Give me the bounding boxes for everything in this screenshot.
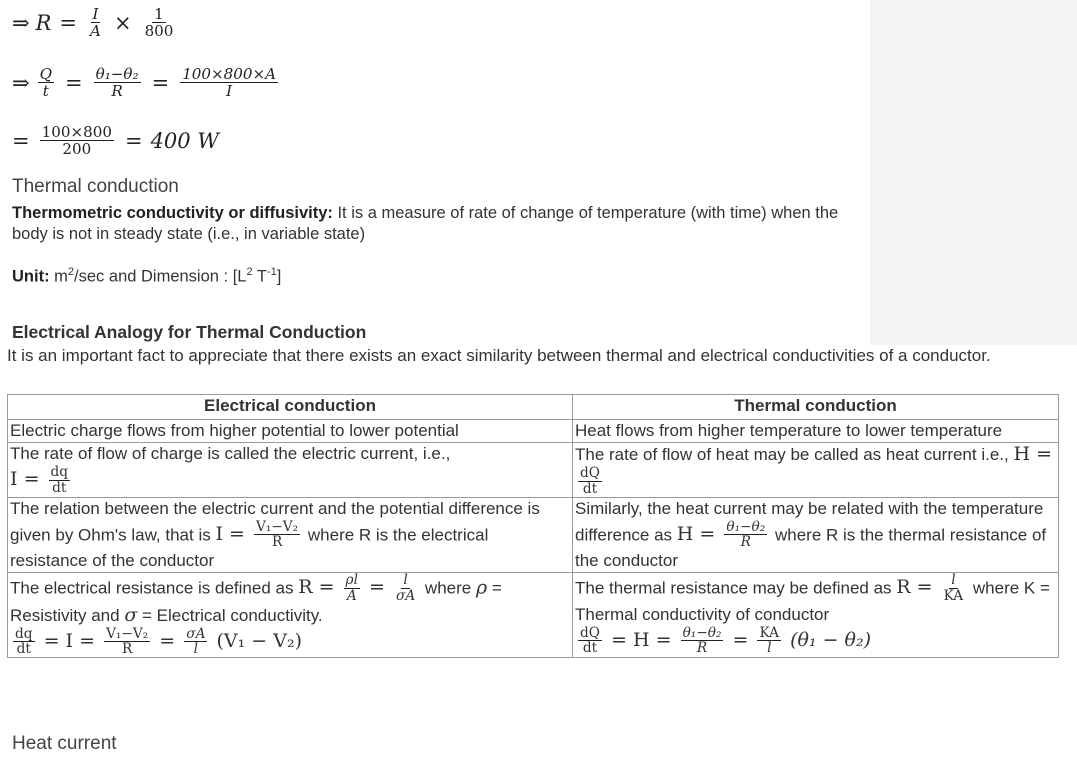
unit-line	[12, 262, 281, 288]
formula: R = $\frac{l}{KA}$	[896, 572, 964, 604]
cell-text: where	[420, 578, 476, 598]
fraction: $\frac{100\times 800}{200}$	[41, 123, 112, 159]
diffusivity-text: It is a measure of rate of change of temperature (with time) when the body is not in steady state (i.e., in variable state)	[12, 204, 839, 243]
result-value: 400 W	[150, 128, 219, 153]
table-cell	[8, 497, 573, 573]
eq-equals: =	[65, 70, 83, 95]
table-row	[8, 573, 1059, 658]
diffusivity-paragraph	[12, 203, 872, 245]
table-row	[8, 443, 1059, 498]
table-cell	[573, 443, 1059, 498]
header-thermal: Thermal conduction	[573, 395, 1059, 420]
fraction: $\frac{I}{A}$	[90, 5, 101, 41]
cell-text: The electrical resistance is defined as	[10, 578, 294, 598]
unit-text: ]	[276, 267, 282, 286]
formula: $\frac{dQ}{dt}$ = H = $\frac{\text{θ₁−θ₂}}{R}$ = $\frac{KA}{l}$ (θ₁ − θ₂)	[580, 624, 872, 657]
cell-text: The rate of flow of charge is called the electric current, i.e.,	[10, 444, 451, 463]
cell-text: where R is the electrical resistance of the conductor	[10, 524, 489, 571]
eq-equals: =	[59, 10, 78, 35]
unit-label: Unit:	[12, 267, 50, 286]
table-header-row	[8, 395, 1059, 420]
cell-text: = Electrical conductivity.	[137, 605, 323, 625]
formula: H = $\frac{\text{θ₁−θ₂}}{R}$	[676, 518, 766, 551]
table-cell	[8, 573, 573, 658]
table-cell: Heat flows from higher temperature to lower temperature	[573, 420, 1059, 443]
diffusivity-term: Thermometric conductivity or diffusivity:	[12, 204, 333, 222]
cell-text: The relation between the electric current and the potential difference is given by Ohm's law, that is	[10, 498, 540, 544]
cell-text: Similarly, the heat current may be related with the temperature difference as	[575, 498, 1044, 544]
fraction: $\frac{100\times 800\times A}{I}$	[182, 65, 277, 101]
times-symbol: ×	[113, 10, 132, 35]
superscript: 2	[246, 266, 253, 278]
eq-equals: =	[124, 128, 143, 153]
analogy-table	[7, 394, 1059, 658]
analogy-heading: Electrical Analogy for Thermal Conduction	[12, 322, 367, 342]
cell-text: where R is the thermal resistance of the conductor	[575, 524, 1047, 571]
header-electrical: Electrical conduction	[8, 395, 573, 420]
table-row	[8, 420, 1059, 443]
intro-paragraph: It is an important fact to appreciate that there exists an exact similarity between thermal and electrical conductivities of a conductor.	[7, 346, 991, 365]
eq-equals: =	[151, 70, 170, 95]
superscript: -1	[266, 266, 277, 278]
equation-resistance	[12, 6, 178, 40]
table-cell: Electric charge flows from higher potential to lower potential	[8, 420, 573, 443]
table-cell	[8, 443, 573, 498]
section-heading-heat-current: Heat current	[12, 733, 117, 754]
formula: I = $\frac{dq}{dt}$	[10, 464, 69, 496]
equation-result	[12, 124, 219, 158]
table-cell	[573, 573, 1059, 658]
unit-text: T	[252, 267, 267, 286]
equation-heat-rate	[12, 66, 281, 100]
formula: H = $\frac{dQ}{dt}$	[580, 443, 1053, 497]
side-gutter	[870, 0, 1077, 345]
unit-text: m	[49, 267, 68, 286]
implies-symbol: ⇒	[12, 10, 30, 35]
fraction: $\frac{Q}{t}$	[39, 65, 52, 101]
formula: I = $\frac{\text{V₁−V₂}}{R}$	[215, 518, 299, 551]
cell-text: The thermal resistance may be defined as	[575, 578, 892, 598]
table-row	[8, 497, 1059, 573]
eq-equals: =	[12, 128, 30, 153]
rho-symbol: ρ	[475, 576, 488, 599]
implies-symbol: ⇒	[12, 70, 30, 95]
unit-text: /sec and Dimension : [L	[74, 267, 247, 286]
sigma-symbol: σ	[124, 603, 138, 626]
table-cell	[573, 497, 1059, 573]
cell-text: where K = Thermal conductivity of conductor	[575, 578, 1050, 624]
cell-text: = Resistivity and	[10, 578, 502, 625]
formula: $\frac{dq}{dt}$ = I = $\frac{\text{V₁−V₂}}{R}$ = $\frac{\sigma A}{l}$ (V₁ − V₂)	[15, 625, 303, 658]
formula: R = $\frac{\rho l}{A}$ = $\frac{l}{\sigma A}$	[298, 572, 416, 604]
section-heading-thermal-conduction: Thermal conduction	[12, 176, 179, 197]
superscript: 2	[67, 266, 75, 278]
cell-text: The rate of flow of heat may be called as heat current i.e.,	[575, 445, 1009, 464]
fraction: $\frac{\text{θ₁−θ₂}}{R}$	[95, 65, 139, 101]
fraction: $\frac{1}{800}$	[144, 5, 174, 41]
eq-lhs: R	[35, 10, 52, 35]
